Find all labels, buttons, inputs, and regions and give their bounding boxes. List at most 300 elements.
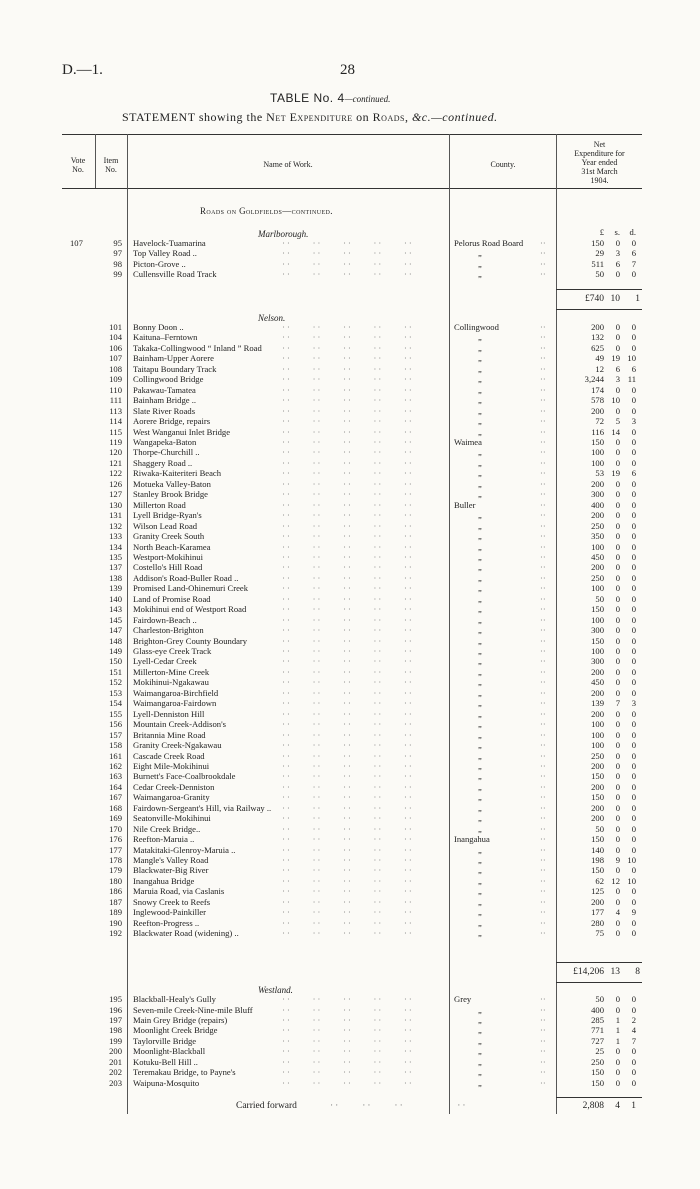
work-name: Maruia Road, via Caslanis	[133, 886, 225, 897]
statement-mid: on	[356, 110, 370, 124]
county-leader-dots: ··	[540, 1035, 546, 1046]
county-leader-dots: ··	[540, 520, 546, 531]
county-leader-dots: ··	[540, 531, 546, 541]
county-name: „	[478, 1025, 482, 1036]
amount-shillings: 0	[615, 687, 620, 698]
amount-pence: 0	[631, 865, 636, 876]
work-name: Reefton-Maruia ..	[133, 834, 195, 844]
amount-shillings: 0	[615, 551, 620, 562]
work-name: Mountain Creek-Addison's	[133, 719, 226, 730]
amount-pence: 0	[631, 781, 636, 792]
leader-dots: ·· ·· ·· ·· ··	[278, 1046, 414, 1057]
amount-pence: 0	[631, 436, 636, 447]
item-number: 108	[109, 363, 122, 374]
county-leader-dots: ··	[540, 468, 546, 479]
leader-dots: ·· ·· ·· ·· ··	[278, 436, 414, 447]
work-name: Burnett's Face-Coalbrookdale	[133, 771, 236, 782]
amount-pence: 2	[631, 1014, 636, 1025]
county-name: „	[478, 719, 482, 730]
amount-pence: 0	[631, 426, 636, 437]
subtotal-rule-bottom	[556, 309, 642, 310]
county-leader-dots: ··	[540, 802, 546, 813]
table-row	[0, 552, 700, 562]
table-row	[0, 688, 700, 698]
county-leader-dots: ··	[540, 426, 546, 437]
item-number: 157	[109, 729, 122, 740]
amount-pence: 6	[631, 248, 636, 259]
amount-shillings: 0	[615, 729, 620, 740]
group-title: Marlborough.	[258, 229, 309, 239]
leader-dots: ·· ·· ·· ·· ··	[278, 531, 414, 541]
amount-pence: 6	[631, 468, 636, 479]
work-name: Mokihinui-Ngakawau	[133, 677, 209, 688]
amount-pounds: 300	[591, 625, 604, 635]
item-number: 109	[109, 374, 122, 385]
leader-dots: ·· ·· ·· ·· ··	[278, 468, 414, 479]
table-row	[0, 573, 700, 583]
leader-dots: ·· ·· ·· ·· ··	[278, 593, 414, 604]
leader-dots: ·· ·· ·· ·· ··	[278, 614, 414, 625]
amount-pounds: 100	[591, 583, 604, 594]
amount-shillings: 0	[615, 896, 620, 907]
carried-forward-row	[0, 1101, 700, 1113]
amount-shillings: 0	[615, 708, 620, 719]
county-leader-dots: ··	[540, 1067, 546, 1078]
amount-pounds: 75	[595, 928, 604, 939]
amount-shillings: 0	[615, 994, 620, 1004]
county-leader-dots: ··	[540, 541, 546, 552]
table-row	[0, 1057, 700, 1067]
table-row	[0, 803, 700, 813]
county-leader-dots: ··	[540, 489, 546, 500]
leader-dots: ·· ·· ·· ·· ··	[278, 854, 414, 865]
amount-pence: 0	[631, 729, 636, 740]
leader-dots: ·· ·· ·· ·· ··	[278, 740, 414, 750]
item-number: 147	[109, 625, 122, 635]
subtotal-rule-bottom	[556, 982, 642, 983]
item-number: 177	[109, 844, 122, 855]
amount-pounds: 150	[591, 436, 604, 447]
item-number: 164	[109, 781, 122, 792]
county-leader-dots: ··	[540, 907, 546, 918]
item-number: 98	[113, 258, 122, 269]
leader-dots: ·· ·· ·· ·· ··	[278, 813, 414, 824]
county-leader-dots: ··	[540, 353, 546, 364]
work-name: Granity Creek-Ngakawau	[133, 740, 222, 750]
county-name: „	[478, 917, 482, 928]
work-name: Seven-mile Creek-Nine-mile Bluff	[133, 1004, 253, 1015]
leader-dots: ·· ·· ·· ·· ··	[278, 646, 414, 656]
amount-shillings: 0	[615, 646, 620, 656]
county-name: „	[478, 510, 482, 521]
section-title: Roads on Goldfields—continued.	[200, 206, 333, 216]
amount-shillings: 0	[615, 322, 620, 332]
county-leader-dots: ··	[540, 342, 546, 353]
leader-dots: ·· ·· ·· ·· ··	[278, 499, 414, 510]
amount-shillings: 0	[615, 1077, 620, 1088]
county-leader-dots: ··	[540, 771, 546, 782]
amount-shillings: 0	[615, 666, 620, 677]
carried-forward-pounds: 2,808	[582, 1101, 604, 1111]
item-number: 203	[109, 1077, 122, 1088]
work-name: Waimangaroa-Fairdown	[133, 698, 217, 709]
work-name: Blackwater-Big River	[133, 865, 209, 876]
amount-pounds: 100	[591, 719, 604, 730]
county-name: „	[478, 332, 482, 343]
amount-pence: 0	[631, 994, 636, 1004]
amount-shillings: 0	[615, 635, 620, 646]
amount-pence: 0	[631, 625, 636, 635]
item-number: 179	[109, 865, 122, 876]
amount-pence: 0	[631, 499, 636, 510]
amount-shillings: 1	[615, 1025, 620, 1036]
amount-shillings: 19	[611, 468, 620, 479]
item-number: 101	[109, 322, 122, 332]
amount-pounds: 200	[591, 478, 604, 489]
county-name: „	[478, 740, 482, 750]
amount-shillings: 0	[615, 834, 620, 844]
leader-dots: ·· ·· ·· ·· ··	[278, 478, 414, 489]
amount-pence: 0	[631, 844, 636, 855]
table-row	[0, 385, 700, 395]
county-name: „	[478, 792, 482, 803]
county-name: „	[478, 677, 482, 688]
amount-pounds: 62	[595, 875, 604, 886]
amount-pounds: 150	[591, 635, 604, 646]
amount-pounds: 727	[591, 1035, 604, 1046]
item-number: 119	[109, 436, 122, 447]
county-name: „	[478, 258, 482, 269]
amount-shillings: 0	[615, 593, 620, 604]
amount-shillings: 0	[615, 562, 620, 573]
county-leader-dots: ··	[540, 677, 546, 688]
leader-dots: ·· ·· ·· ·· ··	[278, 447, 414, 458]
table-row	[0, 1046, 700, 1056]
amount-shillings: 0	[615, 719, 620, 730]
amount-pence: 3	[631, 416, 636, 427]
amount-pounds: 250	[591, 520, 604, 531]
subtotal-pence: 1	[635, 294, 640, 304]
table-row	[0, 416, 700, 426]
work-name: Inglewood-Painkiller	[133, 907, 207, 918]
table-row	[0, 238, 700, 248]
county-name: „	[478, 551, 482, 562]
item-number: 120	[109, 447, 122, 458]
page-number: 28	[340, 62, 355, 78]
leader-dots: ·· ·· ·· ·· ··	[278, 677, 414, 688]
amount-shillings: 0	[615, 583, 620, 594]
county-leader-dots: ··	[540, 646, 546, 656]
leader-dots: ·· ·· ·· ·· ··	[278, 844, 414, 855]
amount-pence: 0	[631, 677, 636, 688]
county-name: „	[478, 813, 482, 824]
county-name: Buller	[454, 499, 476, 510]
table-row	[0, 406, 700, 416]
amount-pounds: 132	[591, 332, 604, 343]
amount-pence: 9	[631, 907, 636, 918]
amount-pence: 0	[631, 562, 636, 573]
amount-pence: 0	[631, 834, 636, 844]
table-row	[0, 886, 700, 896]
amount-shillings: 0	[615, 917, 620, 928]
item-number: 153	[109, 687, 122, 698]
item-number: 189	[109, 907, 122, 918]
item-number: 132	[109, 520, 122, 531]
work-name: Mokihinui end of Westport Road	[133, 604, 247, 615]
amount-shillings: 0	[615, 823, 620, 834]
carried-forward-label: Carried forward	[236, 1101, 297, 1111]
amount-shillings: 0	[615, 447, 620, 458]
work-name: Havelock-Tuamarina	[133, 238, 206, 248]
amount-pounds: 198	[591, 854, 604, 865]
county-leader-dots: ··	[540, 698, 546, 709]
amount-pounds: 150	[591, 771, 604, 782]
work-name: Brighton-Grey County Boundary	[133, 635, 248, 646]
amount-pence: 0	[631, 384, 636, 395]
amount-pence: 0	[631, 1056, 636, 1067]
leader-dots: ·· ·· ·· ·· ··	[278, 258, 414, 269]
amount-shillings: 0	[615, 781, 620, 792]
table-title-main: TABLE No. 4	[270, 91, 345, 105]
county-name: „	[478, 531, 482, 541]
work-name: Bainham Bridge ..	[133, 395, 197, 406]
leader-dots: ·· ·· ·· ·· ··	[278, 729, 414, 740]
statement-caps2: Roads,	[372, 110, 409, 124]
amount-pounds: 100	[591, 646, 604, 656]
work-name: Shaggery Road ..	[133, 457, 193, 468]
table-row	[0, 364, 700, 374]
work-name: Fairdown-Sergeant's Hill, via Railway ..	[133, 802, 272, 813]
item-number: 134	[109, 541, 122, 552]
county-leader-dots: ··	[540, 1077, 546, 1088]
amount-shillings: 12	[611, 875, 620, 886]
leader-dots: ·· ·· ·· ·· ··	[278, 1077, 414, 1088]
amount-pounds: 200	[591, 405, 604, 416]
county-leader-dots: ··	[540, 740, 546, 750]
item-number: 121	[109, 457, 122, 468]
amount-shillings: 3	[615, 248, 620, 259]
leader-dots: ·· ·· ·· ·· ··	[278, 802, 414, 813]
amount-pence: 6	[631, 363, 636, 374]
table-row	[0, 615, 700, 625]
item-number: 140	[109, 593, 122, 604]
county-leader-dots: ··	[540, 844, 546, 855]
table-row	[0, 625, 700, 635]
amount-shillings: 0	[615, 802, 620, 813]
leader-dots: ·· ·· ·· ·· ··	[278, 708, 414, 719]
amount-pounds: 250	[591, 1056, 604, 1067]
table-row	[0, 332, 700, 342]
county-name: „	[478, 896, 482, 907]
county-name: „	[478, 583, 482, 594]
amount-pounds: 150	[591, 792, 604, 803]
leader-dots: ·· ·· ·· ·· ··	[278, 771, 414, 782]
table-row	[0, 594, 700, 604]
item-number: 111	[109, 395, 122, 406]
work-name: Westport-Mokihinui	[133, 551, 203, 562]
item-number: 156	[109, 719, 122, 730]
amount-pence: 0	[631, 1067, 636, 1078]
leader-dots: ·· ·· ·· ·· ··	[278, 750, 414, 761]
leader-dots: ·· ·· ·· ·· ··	[278, 928, 414, 939]
table-row	[0, 562, 700, 572]
table-row	[0, 994, 700, 1004]
county-name: „	[478, 844, 482, 855]
amount-shillings: 0	[615, 520, 620, 531]
amount-shillings: 6	[615, 363, 620, 374]
leader-dots: ·· ·· ·· ·· ··	[278, 520, 414, 531]
subtotal-rule	[556, 289, 642, 290]
amount-pence: 10	[627, 353, 636, 364]
county-name: „	[478, 593, 482, 604]
amount-shillings: 5	[615, 416, 620, 427]
amount-shillings: 3	[615, 374, 620, 385]
amount-pence: 0	[631, 520, 636, 531]
work-name: Riwaka-Kaiteriteri Beach	[133, 468, 222, 479]
county-name: Grey	[454, 994, 472, 1004]
county-leader-dots: ··	[540, 687, 546, 698]
county-leader-dots: ··	[540, 886, 546, 897]
work-name: Main Grey Bridge (repairs)	[133, 1014, 228, 1025]
county-leader-dots: ··	[540, 781, 546, 792]
amount-shillings: 0	[615, 510, 620, 521]
amount-shillings: 10	[611, 395, 620, 406]
county-name: „	[478, 1035, 482, 1046]
amount-shillings: 0	[615, 792, 620, 803]
amount-pounds: 200	[591, 687, 604, 698]
table-row	[0, 437, 700, 447]
amount-shillings: 0	[615, 886, 620, 897]
county-leader-dots: ··	[540, 384, 546, 395]
leader-dots: ·· ·· ·· ·· ··	[278, 792, 414, 803]
county-name: Collingwood	[454, 322, 499, 332]
table-row	[0, 353, 700, 363]
work-name: Kotuku-Bell Hill ..	[133, 1056, 198, 1067]
table-row	[0, 500, 700, 510]
county-name: „	[478, 384, 482, 395]
amount-shillings: 0	[615, 928, 620, 939]
leader-dots: ·· ·· ·· ·· ··	[278, 384, 414, 395]
table-row	[0, 709, 700, 719]
work-name: Cascade Creek Road	[133, 750, 205, 761]
work-name: Seatonville-Mokihinui	[133, 813, 211, 824]
table-row	[0, 698, 700, 708]
county-leader-dots: ··	[540, 332, 546, 343]
county-leader-dots: ··	[540, 875, 546, 886]
leader-dots: ·· ·· ·· ·· ··	[278, 635, 414, 646]
amount-pence: 0	[631, 886, 636, 897]
county-name: „	[478, 520, 482, 531]
table-row	[0, 322, 700, 332]
work-name: Bainham-Upper Aorere	[133, 353, 214, 364]
leader-dots: ·· ·· ·· ·· ··	[278, 625, 414, 635]
leader-dots: ·· ·· ·· ·· ··	[278, 374, 414, 385]
amount-pence: 0	[631, 604, 636, 615]
item-number: 161	[109, 750, 122, 761]
work-name: Cedar Creek-Denniston	[133, 781, 215, 792]
amount-pence: 0	[631, 740, 636, 750]
table-row	[0, 771, 700, 781]
amount-shillings: 0	[615, 384, 620, 395]
item-number: 137	[109, 562, 122, 573]
header-bottom-rule	[62, 188, 642, 189]
currency-unit: d.	[629, 227, 636, 237]
amount-pounds: 50	[595, 593, 604, 604]
amount-pounds: 200	[591, 666, 604, 677]
item-number: 186	[109, 886, 122, 897]
table-row	[0, 876, 700, 886]
county-name: „	[478, 729, 482, 740]
amount-pounds: 511	[591, 258, 604, 269]
work-name: Moonlight-Blackball	[133, 1046, 206, 1057]
amount-shillings: 0	[615, 750, 620, 761]
work-name: Wilson Lead Road	[133, 520, 198, 531]
item-number: 115	[109, 426, 122, 437]
amount-pence: 0	[631, 1046, 636, 1057]
work-name: Eight Mile-Mokihinui	[133, 760, 210, 771]
amount-pounds: 53	[595, 468, 604, 479]
carried-forward-pence: 1	[631, 1101, 636, 1111]
subtotal-shillings: 13	[610, 967, 620, 977]
county-leader-dots: ··	[540, 405, 546, 416]
table-title	[270, 91, 390, 105]
subtotal-pounds: £14,206	[573, 967, 604, 977]
leader-dots: ·· ·· ·· ·· ··	[278, 510, 414, 521]
county-name: „	[478, 760, 482, 771]
amount-pence: 0	[631, 510, 636, 521]
county-leader-dots: ··	[540, 823, 546, 834]
item-number: 187	[109, 896, 122, 907]
item-number: 113	[109, 405, 122, 416]
amount-pounds: 50	[595, 269, 604, 280]
county-leader-dots: ··	[540, 395, 546, 406]
work-name: Collingwood Bridge	[133, 374, 204, 385]
amount-shillings: 7	[615, 698, 620, 709]
work-name: Taylorville Bridge	[133, 1035, 197, 1046]
amount-pounds: 100	[591, 729, 604, 740]
statement-prefix: STATEMENT showing the	[122, 110, 263, 124]
county-leader-dots: ··	[540, 510, 546, 521]
amount-pence: 0	[631, 771, 636, 782]
work-name: Takaka-Collingwood “ Inland ” Road	[133, 342, 262, 353]
amount-pence: 0	[631, 551, 636, 562]
leader-dots: ·· ·· ·· ·· ··	[278, 562, 414, 573]
table-row	[0, 374, 700, 384]
work-name: Picton-Grove ..	[133, 258, 186, 269]
amount-shillings: 0	[615, 614, 620, 625]
table-row	[0, 248, 700, 258]
table-row	[0, 395, 700, 405]
work-name: Teremakau Bridge, to Payne's	[133, 1067, 236, 1078]
amount-shillings: 0	[615, 489, 620, 500]
vote-number: 107	[70, 238, 83, 248]
county-leader-dots: ··	[540, 994, 546, 1004]
county-leader-dots: ··	[540, 1014, 546, 1025]
county-name: „	[478, 666, 482, 677]
county-name: „	[478, 802, 482, 813]
item-number: 149	[109, 646, 122, 656]
amount-shillings: 0	[615, 844, 620, 855]
table-row	[0, 646, 700, 656]
county-leader-dots: ··	[540, 258, 546, 269]
table-row	[0, 447, 700, 457]
work-name: Inangahua Bridge	[133, 875, 195, 886]
item-number: 192	[109, 928, 122, 939]
work-name: Kaituna–Ferntown	[133, 332, 198, 343]
work-name: Lyell-Denniston Hill	[133, 708, 205, 719]
county-leader-dots: ··	[540, 322, 546, 332]
amount-pounds: 29	[595, 248, 604, 259]
